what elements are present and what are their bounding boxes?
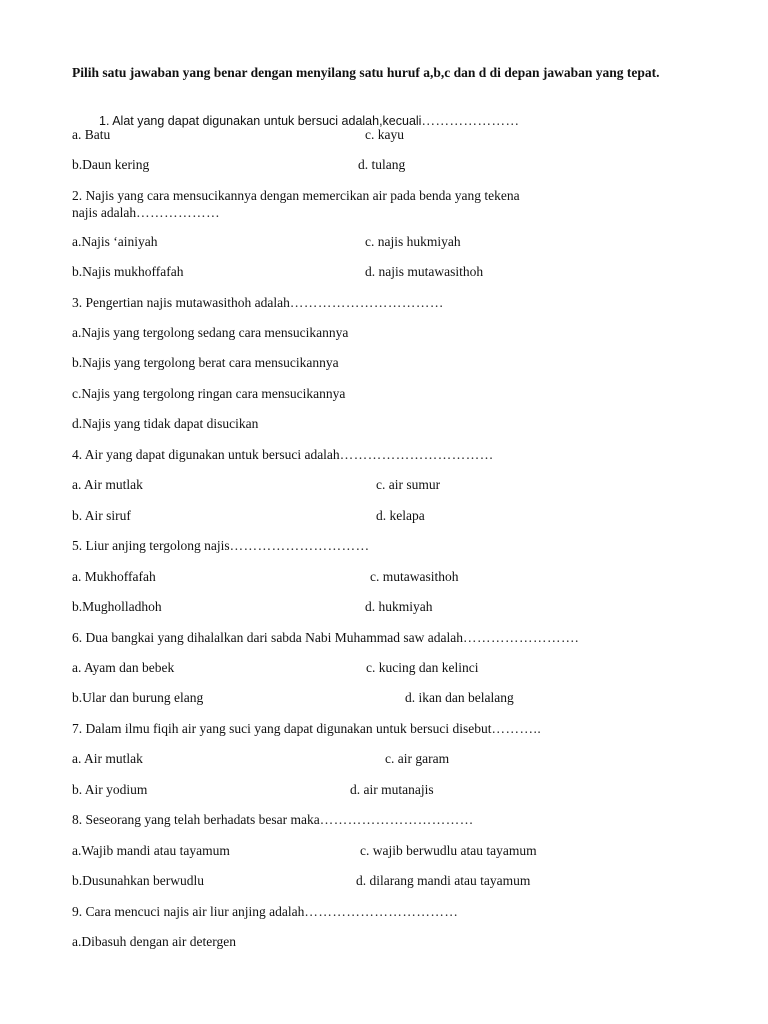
question-2-text-2: najis adalah (72, 205, 137, 220)
question-6-text: 6. Dua bangkai yang dihalalkan dari sabda Nabi Muhammad saw adalah (72, 630, 463, 645)
q4-option-b: b. Air siruf (72, 508, 131, 523)
question-5-text: 5. Liur anjing tergolong najis (72, 538, 230, 553)
question-2-line2 (72, 205, 220, 221)
question-3 (72, 295, 444, 311)
q3-option-d: d.Najis yang tidak dapat disucikan (72, 416, 259, 431)
question-3-dots: …………………………… (289, 295, 444, 310)
question-7-text: 7. Dalam ilmu fiqih air yang suci yang dapat digunakan untuk bersuci disebut (72, 721, 492, 736)
question-1-dots: ………………… (421, 113, 520, 128)
q6-option-d: d. ikan dan belalang (405, 690, 514, 705)
question-5-dots: ………………………… (229, 538, 370, 553)
instruction-text: Pilih satu jawaban yang benar dengan menyilang satu huruf a,b,c dan d di depan jawaban yang tepat. (72, 65, 660, 80)
q5-option-a: a. Mukhoffafah (72, 569, 156, 584)
q4-option-d: d. kelapa (376, 508, 425, 523)
q5-option-c: c. mutawasithoh (370, 569, 459, 584)
q1-option-b: b.Daun kering (72, 157, 150, 172)
question-4-dots: …………………………… (339, 447, 494, 462)
q1-option-a: a. Batu (72, 127, 111, 142)
question-6 (72, 630, 579, 646)
question-2-text: 2. Najis yang cara mensucikannya dengan memercikan air pada benda yang tekena (72, 188, 520, 203)
q8-option-a: a.Wajib mandi atau tayamum (72, 843, 230, 858)
question-9-dots: …………………………… (304, 904, 459, 919)
q2-option-a: a.Najis ‘ainiyah (72, 234, 158, 249)
question-8-dots: …………………………… (319, 812, 474, 827)
question-7 (72, 721, 541, 737)
question-6-dots: ……………………. (463, 630, 579, 645)
question-1 (99, 113, 519, 129)
q5-option-d: d. hukmiyah (365, 599, 433, 614)
q2-option-c: c. najis hukmiyah (365, 234, 461, 249)
q7-option-a: a. Air mutlak (72, 751, 143, 766)
question-2-dots: ……………… (136, 205, 221, 220)
question-3-text: 3. Pengertian najis mutawasithoh adalah (72, 295, 290, 310)
q6-option-a: a. Ayam dan bebek (72, 660, 175, 675)
q8-option-d: d. dilarang mandi atau tayamum (356, 873, 531, 888)
q5-option-b: b.Mugholladhoh (72, 599, 162, 614)
question-8 (72, 812, 474, 828)
q1-option-d: d. tulang (358, 157, 406, 172)
question-7-dots: ……….. (491, 721, 542, 736)
question-4 (72, 447, 494, 463)
question-9 (72, 904, 458, 920)
q6-option-c: c. kucing dan kelinci (366, 660, 479, 675)
q7-option-c: c. air garam (385, 751, 450, 766)
q3-option-c: c.Najis yang tergolong ringan cara mensucikannya (72, 386, 346, 401)
question-9-text: 9. Cara mencuci najis air liur anjing adalah (72, 904, 305, 919)
q1-option-c: c. kayu (365, 127, 404, 142)
question-8-text: 8. Seseorang yang telah berhadats besar maka (72, 812, 320, 827)
q2-option-b: b.Najis mukhoffafah (72, 264, 184, 279)
q7-option-d: d. air mutanajis (350, 782, 434, 797)
question-1-text: 1. Alat yang dapat digunakan untuk bersuci adalah,kecuali (99, 114, 422, 128)
q6-option-b: b.Ular dan burung elang (72, 690, 204, 705)
question-5 (72, 538, 370, 554)
q4-option-a: a. Air mutlak (72, 477, 143, 492)
q8-option-b: b.Dusunahkan berwudlu (72, 873, 204, 888)
q3-option-a: a.Najis yang tergolong sedang cara mensucikannya (72, 325, 349, 340)
q8-option-c: c. wajib berwudlu atau tayamum (360, 843, 537, 858)
q2-option-d: d. najis mutawasithoh (365, 264, 484, 279)
q9-option-a: a.Dibasuh dengan air detergen (72, 934, 236, 949)
q3-option-b: b.Najis yang tergolong berat cara mensucikannya (72, 355, 339, 370)
q7-option-b: b. Air yodium (72, 782, 148, 797)
question-4-text: 4. Air yang dapat digunakan untuk bersuci adalah (72, 447, 340, 462)
q4-option-c: c. air sumur (376, 477, 441, 492)
